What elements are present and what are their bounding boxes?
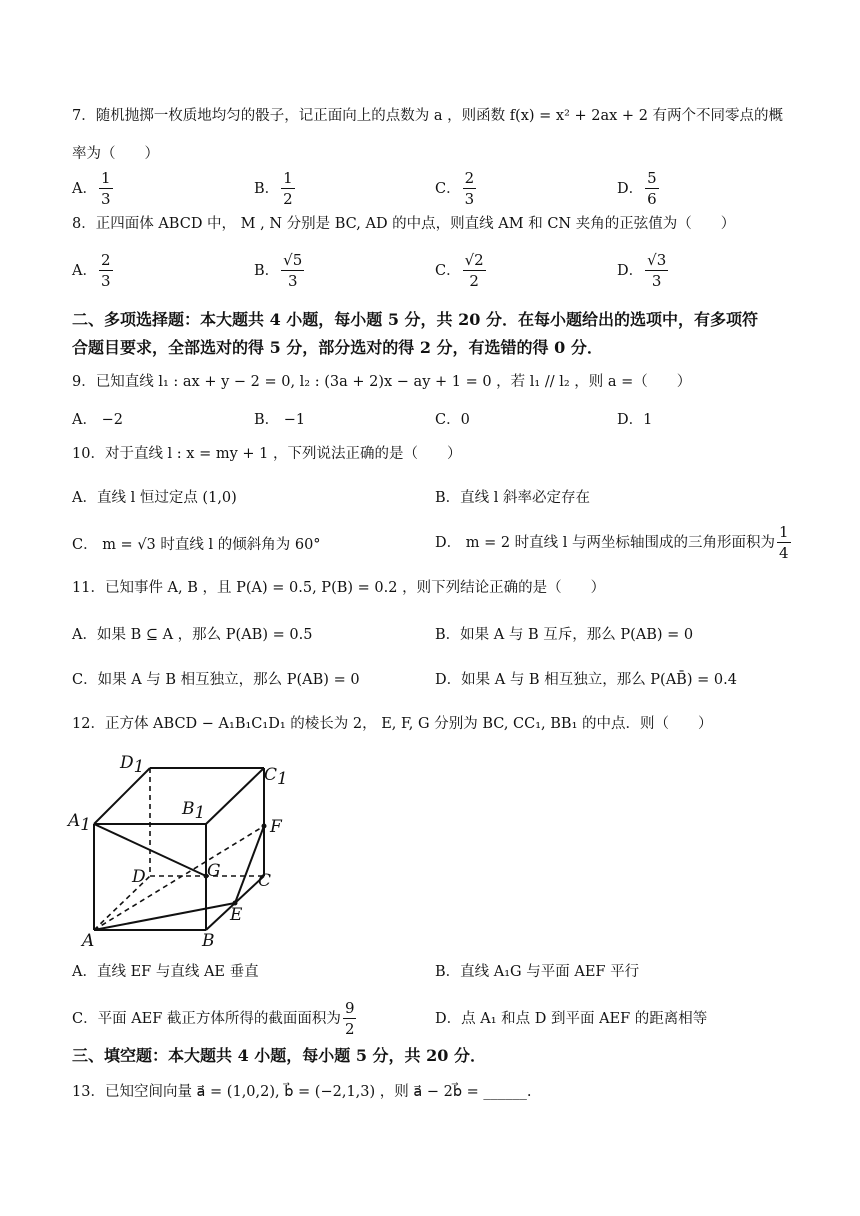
q11-option-c: C．如果 A 与 B 相互独立，那么 P(AB) = 0 <box>72 672 360 688</box>
q12-option-d: D．点 A₁ 和点 D 到平面 AEF 的距离相等 <box>435 1011 708 1027</box>
label-f: F <box>270 817 282 837</box>
q11-stem: 11．已知事件 A, B ，且 P(A) = 0.5, P(B) = 0.2 ，则下列结论正确的是（ ） <box>72 580 606 596</box>
label-b1: B1 <box>182 799 206 823</box>
q10-stem: 10．对于直线 l : x = my + 1 ，下列说法正确的是（ ） <box>72 446 462 462</box>
q8-option-b: B． $\frac{√5}{3}$ <box>254 251 303 290</box>
label-b: B <box>202 931 215 948</box>
q10-option-b: B．直线 l 斜率必定存在 <box>435 490 591 506</box>
q7-option-a: A． $\frac{1}{3}$ <box>72 169 111 208</box>
label-e: E <box>230 905 243 925</box>
q12-option-c: C．平面 AEF 截正方体所得的截面面积为 $\frac{9}{2}$ <box>72 999 355 1038</box>
q8-option-a: A． $\frac{2}{3}$ <box>72 251 111 290</box>
label-d1: D1 <box>120 753 145 777</box>
q7-stem-line2: 率为（ ） <box>72 146 159 162</box>
q11-option-b: B．如果 A 与 B 互斥，那么 P(AB) = 0 <box>435 627 694 643</box>
q9-option-c: C．0 <box>435 412 470 428</box>
q8-option-d: D． $\frac{√3}{3}$ <box>617 251 667 290</box>
q8-stem: 8．正四面体 ABCD 中， M , N 分别是 BC, AD 的中点，则直线 AM 和 CN 夹角的正弦值为（ ） <box>72 216 736 232</box>
label-a1: A1 <box>68 811 92 835</box>
label-g: G <box>207 861 221 881</box>
q13-stem: 13．已知空间向量 a⃗ = (1,0,2), b⃗ = (−2,1,3) ，则 a⃗ − 2b⃗ = ______. <box>72 1084 532 1100</box>
label-a: A <box>82 931 95 948</box>
q10-option-c: C． m = √3 时直线 l 的倾斜角为 60° <box>72 537 321 553</box>
q12-stem: 12．正方体 ABCD − A₁B₁C₁D₁ 的棱长为 2， E, F, G 分别为 BC, CC₁, BB₁ 的中点．则（ ） <box>72 716 713 732</box>
cube-figure <box>64 748 304 948</box>
q9-option-d: D．1 <box>617 412 653 428</box>
section3-heading: 三、填空题：本大题共 4 小题，每小题 5 分，共 20 分． <box>72 1046 486 1065</box>
label-d: D <box>132 867 146 887</box>
q8-option-c: C． $\frac{√2}{2}$ <box>435 251 484 290</box>
q7-option-c: C． $\frac{2}{3}$ <box>435 169 475 208</box>
q9-option-b: B． −1 <box>254 412 306 428</box>
q10-option-d: D． m = 2 时直线 l 与两坐标轴围成的三角形面积为 $\frac{1}{4}$ <box>435 523 789 562</box>
q7-option-b: B． $\frac{1}{2}$ <box>254 169 293 208</box>
q9-stem: 9．已知直线 l₁ : ax + y − 2 = 0, l₂ : (3a + 2)x − ay + 1 = 0 ，若 l₁ // l₂ ，则 a =（ ） <box>72 374 692 390</box>
q10-option-a: A．直线 l 恒过定点 (1,0) <box>72 490 237 506</box>
q12-option-b: B．直线 A₁G 与平面 AEF 平行 <box>435 964 640 980</box>
q12-option-a: A．直线 EF 与直线 AE 垂直 <box>72 964 259 980</box>
q7-stem-line1: 7．随机抛掷一枚质地均匀的骰子，记正面向上的点数为 a ，则函数 f(x) = x² + 2ax + 2 有两个不同零点的概 <box>72 108 784 124</box>
section2-heading-line2: 合题目要求，全部选对的得 5 分，部分选对的得 2 分，有选错的得 0 分． <box>72 338 603 357</box>
point-f <box>262 824 267 829</box>
q9-option-a: A． −2 <box>72 412 123 428</box>
q7-option-d: D． $\frac{5}{6}$ <box>617 169 657 208</box>
q11-option-a: A．如果 B ⊆ A ，那么 P(AB) = 0.5 <box>72 627 313 643</box>
q11-option-d: D．如果 A 与 B 相互独立，那么 P(AB̄) = 0.4 <box>435 672 737 688</box>
section2-heading-line1: 二、多项选择题：本大题共 4 小题，每小题 5 分，共 20 分．在每小题给出的选项中，有多项符 <box>72 310 758 329</box>
label-c1: C1 <box>264 765 288 789</box>
label-c: C <box>258 871 272 891</box>
